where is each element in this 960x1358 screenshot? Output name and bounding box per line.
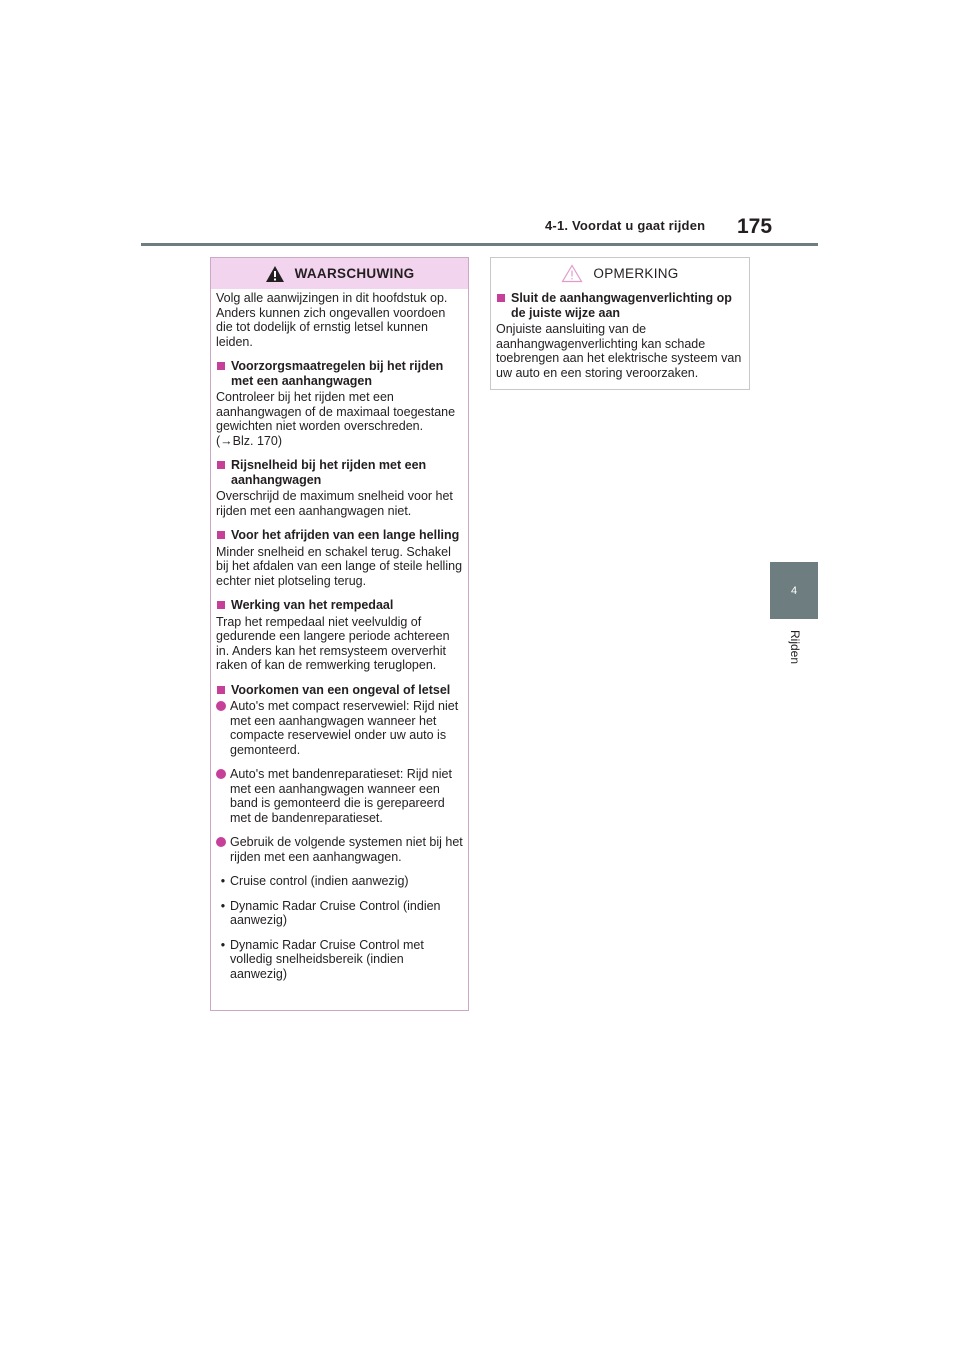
square-bullet-icon [217,531,225,539]
section-heading: Rijsnelheid bij het rijden met een aanhangwagen [216,458,464,487]
warning-box [210,257,469,1011]
square-bullet-icon [217,686,225,694]
page-number: 175 [737,215,773,238]
sub-list-item: • Cruise control (indien aanwezig) [216,874,464,889]
warning-triangle-icon [265,265,285,283]
small-bullet-icon: • [220,898,226,913]
warning-intro: Volg alle aanwijzingen in dit hoofdstuk op. Anders kunnen zich ongevallen voordoen die tot dodelijk of ernstig letsel kunnen leiden. [216,291,448,349]
section-heading: Werking van het rempedaal [216,598,464,613]
list-item: Gebruik de volgende systemen niet bij het rijden met een aanhangwagen. [216,835,464,864]
warning-section [216,683,464,982]
notice-text: Onjuiste aansluiting van de aanhangwagenverlichting kan schade toebrengen aan het elektrische systeem van uw auto en een storing veroorzaken. [496,322,742,380]
warning-title: WAARSCHUWING [294,266,415,281]
round-bullet-icon [216,701,226,711]
header-rule [141,243,818,246]
notice-box [490,257,750,390]
section-heading: Voor het afrijden van een lange helling [216,528,464,543]
warning-body [211,289,468,981]
sub-list-item: • Dynamic Radar Cruise Control (indien aanwezig) [216,899,464,928]
list-item: Auto's met compact reservewiel: Rijd niet met een aanhangwagen wanneer het compacte reservewiel onder uw auto is gemonteerd. [216,699,464,757]
chapter-name: Rijden [788,630,802,665]
chapter-number: 4 [790,584,798,597]
square-bullet-icon [217,461,225,469]
notice-heading: Sluit de aanhangwagenverlichting op de juiste wijze aan [496,291,745,320]
notice-header [491,258,749,289]
square-bullet-icon [217,601,225,609]
warning-section [216,528,464,588]
section-heading: Voorkomen van een ongeval of letsel [216,683,464,698]
small-bullet-icon: • [220,937,226,952]
round-bullet-icon [216,837,226,847]
small-bullet-icon: • [220,874,226,888]
warning-section [216,458,464,518]
section-text: Overschrijd de maximum snelheid voor het rijden met een aanhangwagen niet. [216,489,453,518]
sub-list-item: • Dynamic Radar Cruise Control met volledig snelheidsbereik (indien aanwezig) [216,938,464,982]
chapter-tab[interactable] [770,562,818,619]
square-bullet-icon [497,294,505,302]
notice-body [491,289,749,380]
caution-outline-triangle-icon [561,264,583,283]
section-heading: Voorzorgsmaatregelen bij het rijden met een aanhangwagen [216,359,464,388]
list-item: Auto's met bandenreparatieset: Rijd niet met een aanhangwagen wanneer een band is gemonteerd die is gerepareerd met de bandenreparatieset. [216,767,464,825]
warning-header [211,258,468,289]
section-text: Controleer bij het rijden met een aanhangwagen of de maximaal toegestane gewichten niet worden overschreden. (→Blz. 170) [216,390,456,448]
warning-section [216,359,464,448]
section-text: Minder snelheid en schakel terug. Schakel bij het afdalen van een lange of steile helling echter niet plotseling terug. [216,544,463,588]
notice-title: OPMERKING [593,266,679,281]
warning-section [216,598,464,673]
square-bullet-icon [217,362,225,370]
round-bullet-icon [216,769,226,779]
section-text: Trap het rempedaal niet veelvuldig of gedurende een langere periode achtereen in. Anders kan het remsysteem oververhit raken of kan de remwerking teruglopen. [216,614,450,672]
section-title: 4-1. Voordat u gaat rijden [545,218,706,233]
